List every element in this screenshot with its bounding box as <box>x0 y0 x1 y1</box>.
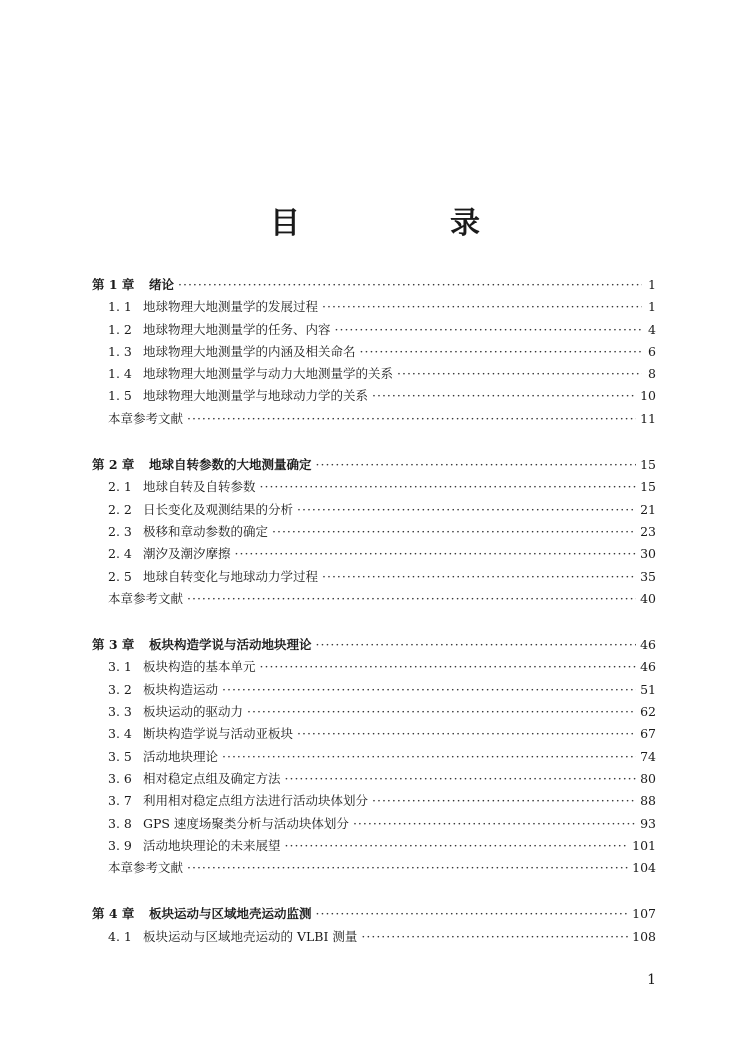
entry-title: 日长变化及观测结果的分析 <box>143 501 294 517</box>
section-entry[interactable] <box>92 543 656 565</box>
entry-page-number: 51 <box>640 681 656 697</box>
entry-title: 活动地块理论 <box>143 748 219 764</box>
chapter-entry[interactable] <box>92 634 656 656</box>
chapter-entry[interactable] <box>92 274 656 296</box>
section-number: 3. 5 <box>108 748 132 764</box>
section-number: 1. 1 <box>108 299 132 315</box>
entry-page-number: 6 <box>648 343 656 359</box>
entry-page-number: 23 <box>640 523 656 539</box>
dot-leader <box>187 857 628 879</box>
dot-leader <box>316 634 637 656</box>
section-number: 1. 5 <box>108 388 132 404</box>
chapter-block <box>92 274 656 430</box>
dot-leader <box>353 813 636 835</box>
entry-page-number: 11 <box>640 410 656 426</box>
entry-title: 地球物理大地测量学与动力大地测量学的关系 <box>143 366 394 382</box>
entry-page-number: 4 <box>648 321 656 337</box>
entry-page-number: 1 <box>648 299 656 315</box>
entry-title: 本章参考文献 <box>108 410 184 426</box>
entry-page-number: 46 <box>640 659 656 675</box>
section-entry[interactable] <box>92 813 656 835</box>
section-number: 1. 2 <box>108 321 132 337</box>
entry-title: 地球自转及自转参数 <box>143 479 256 495</box>
page-number: 1 <box>647 972 656 988</box>
section-number: 1. 3 <box>108 343 132 359</box>
section-number: 2. 5 <box>108 568 132 584</box>
entry-page-number: 101 <box>632 837 656 853</box>
dot-leader <box>316 903 629 925</box>
section-entry[interactable] <box>92 768 656 790</box>
entry-title: 板块运动与区域地壳运动的 VLBI 测量 <box>143 928 358 944</box>
dot-leader <box>335 319 642 341</box>
section-number: 3. 4 <box>108 726 132 742</box>
entry-page-number: 40 <box>640 590 656 606</box>
entry-title: 潮汐及潮汐摩擦 <box>143 546 231 562</box>
entry-page-number: 10 <box>640 388 656 404</box>
dot-leader <box>361 926 628 948</box>
entry-page-number: 104 <box>632 860 656 876</box>
entry-title: 活动地块理论的未来展望 <box>143 837 281 853</box>
chapter-title: 板块运动与区域地壳运动监测 <box>149 906 312 922</box>
entry-page-number: 62 <box>640 704 656 720</box>
section-entry[interactable] <box>92 476 656 498</box>
dot-leader <box>260 476 637 498</box>
entry-title: 本章参考文献 <box>108 860 184 876</box>
references-entry[interactable] <box>92 588 656 610</box>
section-entry[interactable] <box>92 790 656 812</box>
dot-leader <box>222 746 636 768</box>
entry-page-number: 93 <box>640 815 656 831</box>
entry-title: 相对稳定点组及确定方法 <box>143 770 281 786</box>
section-number: 2. 3 <box>108 523 132 539</box>
dot-leader <box>260 656 637 678</box>
entry-page-number: 1 <box>648 277 656 292</box>
dot-leader <box>235 543 637 565</box>
dot-leader <box>222 679 636 701</box>
entry-title: 本章参考文献 <box>108 590 184 606</box>
section-number: 3. 8 <box>108 815 132 831</box>
chapter-number: 第 1 章 <box>92 277 135 292</box>
section-entry[interactable] <box>92 566 656 588</box>
dot-leader <box>316 454 637 476</box>
dot-leader <box>397 363 642 385</box>
dot-leader <box>285 835 629 857</box>
section-entry[interactable] <box>92 656 656 678</box>
section-entry[interactable] <box>92 363 656 385</box>
section-number: 3. 9 <box>108 837 132 853</box>
entry-page-number: 8 <box>648 366 656 382</box>
chapter-entry[interactable] <box>92 454 656 476</box>
page-title: 目 录 <box>270 206 540 241</box>
section-entry[interactable] <box>92 679 656 701</box>
section-entry[interactable] <box>92 701 656 723</box>
dot-leader <box>187 588 636 610</box>
dot-leader <box>285 768 637 790</box>
entry-page-number: 21 <box>640 501 656 517</box>
chapter-entry[interactable] <box>92 903 656 925</box>
references-entry[interactable] <box>92 857 656 879</box>
dot-leader <box>297 723 636 745</box>
dot-leader <box>187 408 636 430</box>
section-number: 3. 6 <box>108 770 132 786</box>
dot-leader <box>247 701 636 723</box>
entry-title: 地球物理大地测量学与地球动力学的关系 <box>143 388 369 404</box>
section-entry[interactable] <box>92 499 656 521</box>
entry-title: 板块构造的基本单元 <box>143 659 256 675</box>
entry-page-number: 80 <box>640 770 656 786</box>
entry-page-number: 108 <box>632 928 656 944</box>
section-entry[interactable] <box>92 835 656 857</box>
entry-page-number: 46 <box>640 637 656 653</box>
chapter-number: 第 3 章 <box>92 637 135 653</box>
section-number: 3. 7 <box>108 793 132 809</box>
section-number: 3. 3 <box>108 704 132 720</box>
section-number: 2. 4 <box>108 546 132 562</box>
entry-title: 板块构造运动 <box>143 681 219 697</box>
section-entry[interactable] <box>92 385 656 407</box>
section-number: 3. 2 <box>108 681 132 697</box>
entry-title: 断块构造学说与活动亚板块 <box>143 726 294 742</box>
entry-title: 极移和章动参数的确定 <box>143 523 269 539</box>
chapter-title: 地球自转参数的大地测量确定 <box>149 457 312 473</box>
section-number: 3. 1 <box>108 659 132 675</box>
entry-title: GPS 速度场聚类分析与活动块体划分 <box>143 815 349 831</box>
dot-leader <box>322 296 642 318</box>
section-number: 1. 4 <box>108 366 132 382</box>
chapter-title: 绪论 <box>149 277 175 292</box>
entry-title: 板块运动的驱动力 <box>143 704 244 720</box>
section-number: 2. 1 <box>108 479 132 495</box>
dot-leader <box>322 566 636 588</box>
dot-leader <box>178 274 642 296</box>
entry-page-number: 67 <box>640 726 656 742</box>
section-number: 4. 1 <box>108 928 132 944</box>
entry-page-number: 107 <box>632 906 656 922</box>
entry-title: 地球自转变化与地球动力学过程 <box>143 568 319 584</box>
section-entry[interactable] <box>92 723 656 745</box>
chapter-block <box>92 903 656 948</box>
dot-leader <box>272 521 636 543</box>
entry-page-number: 15 <box>640 457 656 473</box>
entry-title: 利用相对稳定点组方法进行活动块体划分 <box>143 793 369 809</box>
entry-title: 地球物理大地测量学的内涵及相关命名 <box>143 343 356 359</box>
dot-leader <box>360 341 642 363</box>
dot-leader <box>372 790 636 812</box>
dot-leader <box>372 385 636 407</box>
entry-page-number: 30 <box>640 546 656 562</box>
chapter-block <box>92 454 656 610</box>
chapter-block <box>92 634 656 879</box>
entry-page-number: 88 <box>640 793 656 809</box>
entry-page-number: 15 <box>640 479 656 495</box>
references-entry[interactable] <box>92 408 656 430</box>
entry-page-number: 74 <box>640 748 656 764</box>
section-entry[interactable] <box>92 521 656 543</box>
dot-leader <box>297 499 636 521</box>
entry-title: 地球物理大地测量学的任务、内容 <box>143 321 331 337</box>
chapter-number: 第 4 章 <box>92 906 135 922</box>
entry-page-number: 35 <box>640 568 656 584</box>
table-of-contents <box>92 274 656 972</box>
section-entry[interactable] <box>92 319 656 341</box>
section-entry[interactable] <box>92 746 656 768</box>
section-entry[interactable] <box>92 296 656 318</box>
section-entry[interactable] <box>92 341 656 363</box>
section-number: 2. 2 <box>108 501 132 517</box>
entry-title: 地球物理大地测量学的发展过程 <box>143 299 319 315</box>
chapter-title: 板块构造学说与活动地块理论 <box>149 637 312 653</box>
section-entry[interactable] <box>92 926 656 948</box>
chapter-number: 第 2 章 <box>92 457 135 473</box>
